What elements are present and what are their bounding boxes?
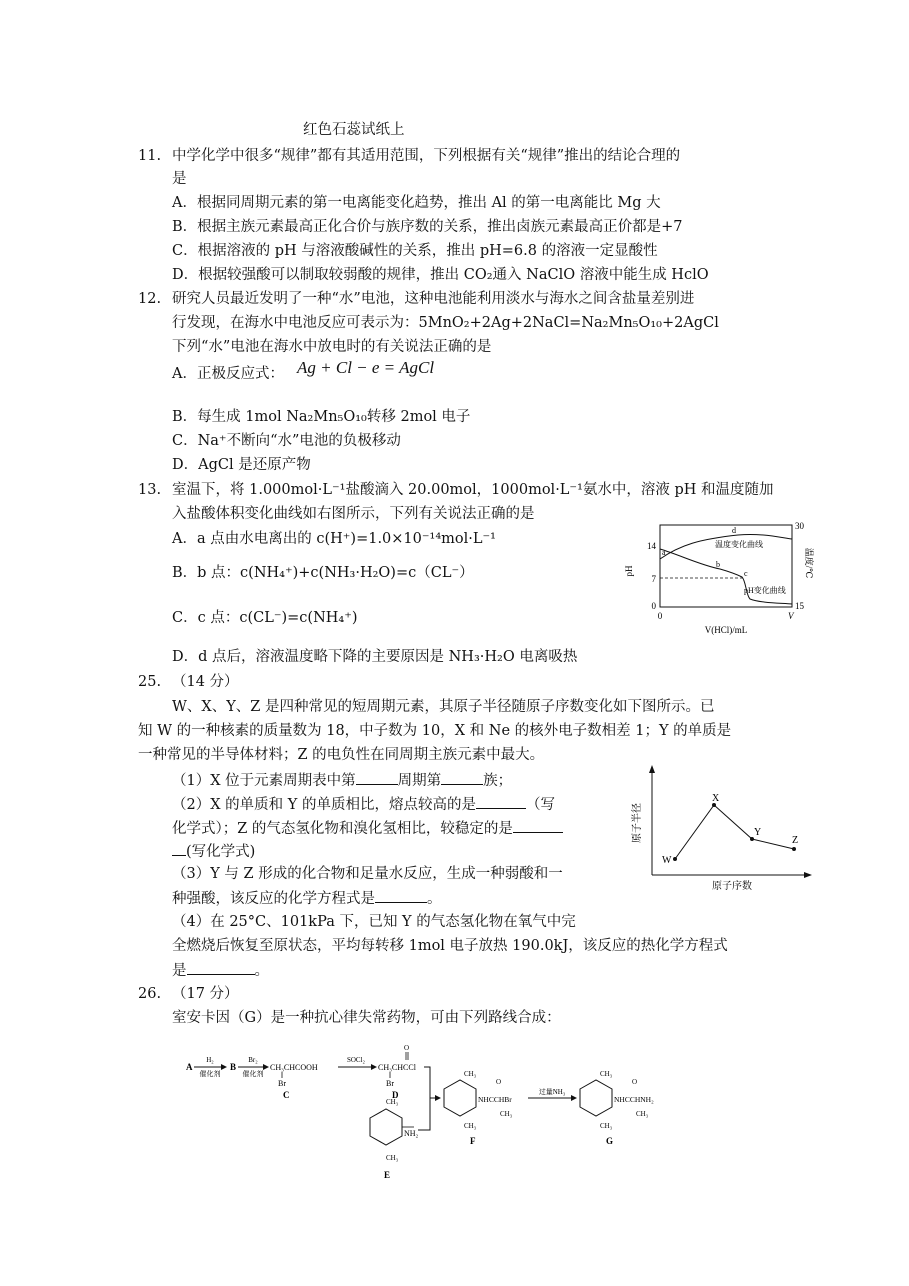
- question-number: 13.: [138, 482, 162, 498]
- svg-text:Br: Br: [278, 1079, 286, 1088]
- point-a: a: [662, 548, 666, 557]
- point-x: X: [712, 793, 720, 804]
- answer-blank[interactable]: [476, 794, 526, 809]
- sub-question-2-cont: 化学式）；Z 的气态氢化物和溴化氢相比，较稳定的是: [172, 818, 563, 839]
- y-axis-label-right: 温度/℃: [804, 547, 814, 579]
- option-d: D．d 点后，溶液温度略下降的主要原因是 NH₃·H₂O 电离吸热: [172, 649, 578, 665]
- temp-curve-label: 温度变化曲线: [715, 540, 763, 549]
- option-b: B．b 点：c(NH₄⁺)+c(NH₃·H₂O)=c（CL⁻）: [172, 565, 474, 581]
- tick-xv: V: [788, 611, 794, 621]
- previous-question-tail: 红色石蕊试纸上: [303, 122, 405, 138]
- question-number: 11.: [138, 148, 162, 164]
- tick-15: 15: [795, 601, 804, 611]
- option-d: D．根据较强酸可以制取较弱酸的规律，推出 CO₂通入 NaClO 溶液中能生成 HclO: [172, 267, 709, 283]
- compound-f: F: [470, 1136, 476, 1146]
- ph-curve: [660, 549, 792, 604]
- question-number: 25.: [138, 674, 162, 690]
- point-z: Z: [792, 835, 799, 846]
- svg-text:过量NH₃: 过量NH₃: [538, 1088, 566, 1096]
- point-y: Y: [754, 827, 762, 838]
- question-score: （14 分）: [172, 674, 239, 690]
- option-b: B．根据主族元素最高正化合价与族序数的关系，推出卤族元素最高正价都是+7: [172, 219, 683, 235]
- paragraph-line: 室安卡因（G）是一种抗心律失常药物，可由下列路线合成：: [172, 1010, 561, 1026]
- reaction-equation: 行发现，在海水中电池反应可表示为：5MnO₂+2Ag+2NaCl=Na₂Mn₅O₁₀+2AgCl: [172, 315, 719, 331]
- question-stem: 室温下，将 1.000mol·L⁻¹盐酸滴入 20.00mol，1000mol·L⁻¹氨水中，溶液 pH 和温度随加: [172, 482, 774, 498]
- option-b: B．每生成 1mol Na₂Mn₅O₁₀转移 2mol 电子: [172, 409, 471, 425]
- ph-curve-label: pH变化曲线: [744, 586, 786, 595]
- paragraph-line: 知 W 的一种核素的质量数为 18，中子数为 10，X 和 Ne 的核外电子数相差 1；Y 的单质是: [138, 723, 732, 739]
- atomic-radius-chart: [628, 763, 818, 893]
- option-c: C．c 点：c(CL⁻)=c(NH₄⁺): [172, 610, 358, 626]
- compound-g-chain: NHCCHNH₂: [614, 1095, 654, 1104]
- compound-c: C: [283, 1090, 290, 1100]
- svg-text:SOCl₂: SOCl₂: [346, 1056, 366, 1064]
- sub-question-4-cont: 是 。: [172, 960, 269, 981]
- svg-text:CH₃: CH₃: [600, 1070, 613, 1078]
- svg-text:催化剂: 催化剂: [242, 1070, 264, 1078]
- option-a-formula: Ag + Cl − e = AgCl: [297, 358, 435, 377]
- svg-text:催化剂: 催化剂: [199, 1070, 221, 1078]
- answer-blank[interactable]: [187, 960, 255, 975]
- point-w: W: [662, 855, 672, 866]
- compound-d-formula: CH₃CHCCl: [378, 1063, 416, 1072]
- sub-question-2: （2）X 的单质和 Y 的单质相比，熔点较高的是 （写: [172, 794, 555, 815]
- titration-chart: [620, 515, 814, 640]
- svg-text:Br: Br: [386, 1079, 394, 1088]
- point-c: c: [744, 569, 748, 578]
- svg-text:O: O: [632, 1078, 638, 1086]
- paragraph-line: 一种常见的半导体材料；Z 的电负性在同周期主族元素中最大。: [138, 747, 545, 763]
- x-axis-label: 原子序数: [712, 881, 752, 892]
- option-a-label: A．正极反应式：: [172, 366, 284, 382]
- tick-x0: 0: [657, 611, 663, 621]
- compound-c-formula: CH₃CHCOOH: [270, 1063, 318, 1072]
- svg-text:O: O: [404, 1044, 410, 1052]
- y-axis-label: 原子半径: [632, 803, 643, 843]
- x-axis-arrow: [804, 872, 812, 878]
- point-b: b: [716, 560, 720, 569]
- answer-blank[interactable]: [356, 770, 398, 785]
- svg-text:Br₂: Br₂: [248, 1056, 258, 1064]
- question-stem: 中学化学中很多“规律”都有其适用范围，下列根据有关“规律”推出的结论合理的: [172, 148, 681, 164]
- compound-g: G: [606, 1136, 614, 1146]
- compound-b: B: [230, 1062, 237, 1072]
- question-stem-cont: 是: [172, 171, 187, 187]
- x-axis-label: V(HCl)/mL: [704, 625, 748, 635]
- answer-blank[interactable]: [172, 841, 186, 856]
- radius-line: [675, 805, 794, 859]
- svg-text:CH₃: CH₃: [464, 1122, 477, 1130]
- point-d: d: [732, 526, 736, 535]
- tick-7: 7: [651, 574, 656, 584]
- option-d: D．AgCl 是还原产物: [172, 457, 311, 473]
- tick-0: 0: [651, 601, 656, 611]
- svg-text:CH₃: CH₃: [500, 1110, 513, 1118]
- option-a: A．a 点由水电离出的 c(H⁺)=1.0×10⁻¹⁴mol·L⁻¹: [172, 531, 496, 547]
- svg-text:CH₃: CH₃: [386, 1154, 399, 1162]
- svg-text:NH₂: NH₂: [404, 1129, 419, 1138]
- sub-question-2-cont: (写化学式): [172, 841, 255, 862]
- answer-blank[interactable]: [441, 770, 483, 785]
- y-axis-label-left: pH: [624, 565, 634, 577]
- option-c: C．Na⁺不断向“水”电池的负极移动: [172, 433, 401, 449]
- svg-text:CH₃: CH₃: [600, 1122, 613, 1130]
- paragraph-line: W、X、Y、Z 是四种常见的短周期元素，其原子半径随原子序数变化如下图所示。已: [172, 699, 715, 715]
- sub-question-3: （3）Y 与 Z 形成的化合物和足量水反应，生成一种弱酸和一: [172, 866, 563, 882]
- compound-f-chain: NHCCHBr: [478, 1095, 512, 1104]
- tick-14: 14: [647, 541, 656, 551]
- sub-question-4: （4）在 25°C、101kPa 下，已知 Y 的气态氢化物在氧气中完: [172, 914, 576, 930]
- sub-question-1: （1）X 位于元素周期表中第 周期第 族；: [172, 770, 512, 791]
- question-prompt: 下列“水”电池在海水中放电时的有关说法正确的是: [172, 339, 492, 355]
- question-number: 12.: [138, 291, 162, 307]
- y-axis-arrow: [649, 765, 655, 773]
- compound-a: A: [186, 1062, 193, 1072]
- option-c: C．根据溶液的 pH 与溶液酸碱性的关系，推出 pH=6.8 的溶液一定显酸性: [172, 243, 658, 259]
- question-stem-cont: 入盐酸体积变化曲线如右图所示，下列有关说法正确的是: [172, 506, 535, 522]
- answer-blank[interactable]: [375, 888, 427, 903]
- svg-text:CH₃: CH₃: [386, 1098, 399, 1106]
- svg-text:H₂: H₂: [206, 1056, 214, 1064]
- sub-question-4-cont: 全燃烧后恢复至原状态，平均每转移 1mol 电子放热 190.0kJ，该反应的热化学方程式: [172, 938, 728, 954]
- synthesis-route-diagram: [180, 1040, 680, 1185]
- svg-text:O: O: [496, 1078, 502, 1086]
- tick-30: 30: [795, 521, 804, 531]
- option-a: A．根据同周期元素的第一电离能变化趋势，推出 Al 的第一电离能比 Mg 大: [172, 195, 661, 211]
- answer-blank[interactable]: [513, 818, 563, 833]
- sub-question-3-cont: 种强酸，该反应的化学方程式是 。: [172, 888, 442, 909]
- svg-text:CH₃: CH₃: [464, 1070, 477, 1078]
- question-score: （17 分）: [172, 986, 239, 1002]
- compound-d: D: [392, 1090, 399, 1100]
- compound-e: E: [384, 1170, 391, 1180]
- svg-text:CH₃: CH₃: [636, 1110, 649, 1118]
- question-number: 26.: [138, 986, 162, 1002]
- question-stem: 研究人员最近发明了一种“水”电池，这种电池能利用淡水与海水之间含盐量差别进: [172, 291, 695, 307]
